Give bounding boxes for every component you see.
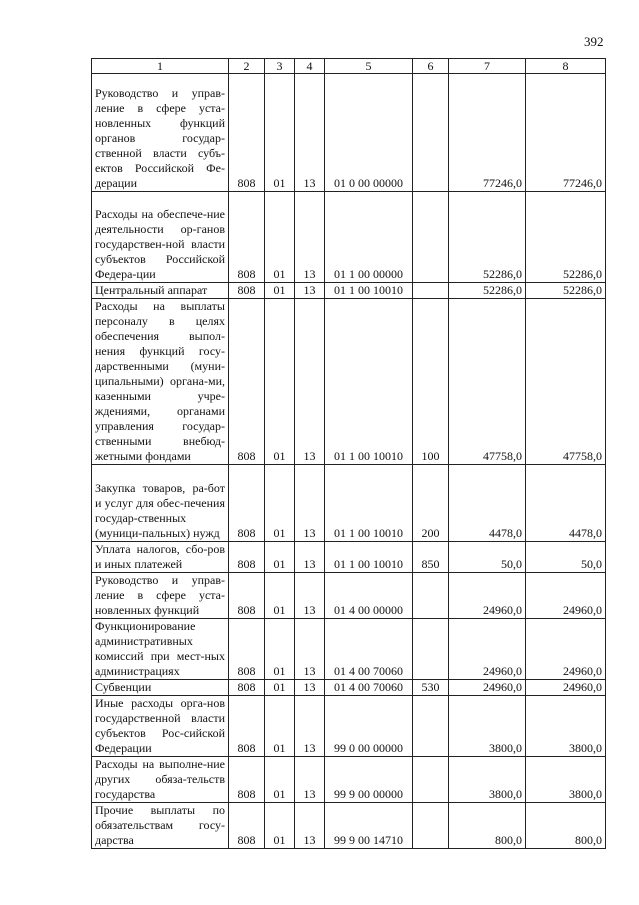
subsection-code: 13	[295, 680, 325, 696]
section-code: 01	[265, 680, 295, 696]
target-article-code: 01 4 00 00000	[325, 573, 413, 619]
amount-col8: 3800,0	[526, 696, 606, 757]
amount-col7: 3800,0	[449, 757, 526, 803]
table-row	[92, 192, 606, 283]
expense-type-code	[413, 573, 449, 619]
target-article-code: 99 9 00 14710	[325, 803, 413, 849]
column-header: 5	[325, 59, 413, 74]
expense-type-code	[413, 757, 449, 803]
table-row	[92, 74, 606, 192]
column-header: 1	[92, 59, 229, 74]
amount-col7: 3800,0	[449, 696, 526, 757]
expense-name: Расходы на выплаты персоналу в целях обеспечения выпол-нения функций госу-дарственными (муни-ципальными) органа-ми, казенными учре-ждениями, органами управления государ-ственными внебюд-жетными фондами	[92, 299, 229, 465]
ministry-code: 808	[229, 74, 265, 192]
amount-col7: 77246,0	[449, 74, 526, 192]
amount-col7: 4478,0	[449, 465, 526, 542]
section-code: 01	[265, 74, 295, 192]
column-header: 8	[526, 59, 606, 74]
expense-type-code	[413, 192, 449, 283]
expense-name: Функционирование административных комиссий при мест-ных администрациях	[92, 619, 229, 680]
expense-type-code	[413, 696, 449, 757]
section-code: 01	[265, 619, 295, 680]
table-row	[92, 573, 606, 619]
expense-type-code	[413, 803, 449, 849]
table-row	[92, 465, 606, 542]
subsection-code: 13	[295, 619, 325, 680]
ministry-code: 808	[229, 192, 265, 283]
amount-col7: 24960,0	[449, 619, 526, 680]
amount-col8: 800,0	[526, 803, 606, 849]
subsection-code: 13	[295, 465, 325, 542]
column-header: 2	[229, 59, 265, 74]
target-article-code: 01 1 00 10010	[325, 542, 413, 573]
ministry-code: 808	[229, 680, 265, 696]
expense-type-code	[413, 283, 449, 299]
expense-type-code	[413, 74, 449, 192]
ministry-code: 808	[229, 573, 265, 619]
subsection-code: 13	[295, 74, 325, 192]
amount-col8: 3800,0	[526, 757, 606, 803]
expense-name: Прочие выплаты по обязательствам госу-дарства	[92, 803, 229, 849]
table-row	[92, 696, 606, 757]
table-row	[92, 283, 606, 299]
section-code: 01	[265, 696, 295, 757]
target-article-code: 01 1 00 10010	[325, 299, 413, 465]
section-code: 01	[265, 299, 295, 465]
expense-type-code: 100	[413, 299, 449, 465]
ministry-code: 808	[229, 465, 265, 542]
amount-col7: 47758,0	[449, 299, 526, 465]
subsection-code: 13	[295, 573, 325, 619]
section-code: 01	[265, 192, 295, 283]
amount-col8: 50,0	[526, 542, 606, 573]
expense-name: Расходы на выполне-ние других обяза-тельств государства	[92, 757, 229, 803]
ministry-code: 808	[229, 757, 265, 803]
ministry-code: 808	[229, 696, 265, 757]
subsection-code: 13	[295, 542, 325, 573]
amount-col7: 24960,0	[449, 680, 526, 696]
subsection-code: 13	[295, 803, 325, 849]
subsection-code: 13	[295, 299, 325, 465]
budget-table	[91, 58, 606, 849]
section-code: 01	[265, 757, 295, 803]
subsection-code: 13	[295, 696, 325, 757]
expense-name: Субвенции	[92, 680, 229, 696]
subsection-code: 13	[295, 283, 325, 299]
column-header: 3	[265, 59, 295, 74]
expense-type-code: 200	[413, 465, 449, 542]
table-row	[92, 299, 606, 465]
target-article-code: 01 1 00 10010	[325, 465, 413, 542]
expense-name: Центральный аппарат	[92, 283, 229, 299]
target-article-code: 01 4 00 70060	[325, 619, 413, 680]
expense-name: Расходы на обеспече-ние деятельности ор-ганов государствен-ной власти субъектов Российской Федера-ции	[92, 192, 229, 283]
amount-col8: 4478,0	[526, 465, 606, 542]
target-article-code: 99 0 00 00000	[325, 696, 413, 757]
amount-col7: 52286,0	[449, 283, 526, 299]
expense-type-code	[413, 619, 449, 680]
column-header: 6	[413, 59, 449, 74]
subsection-code: 13	[295, 757, 325, 803]
subsection-code: 13	[295, 192, 325, 283]
section-code: 01	[265, 465, 295, 542]
amount-col7: 52286,0	[449, 192, 526, 283]
expense-type-code: 530	[413, 680, 449, 696]
amount-col8: 24960,0	[526, 573, 606, 619]
section-code: 01	[265, 803, 295, 849]
column-header: 7	[449, 59, 526, 74]
table-row	[92, 619, 606, 680]
expense-name: Уплата налогов, сбо-ров и иных платежей	[92, 542, 229, 573]
expense-name: Закупка товаров, ра-бот и услуг для обес-печения государ-ственных (муници-пальных) нужд	[92, 465, 229, 542]
expense-name: Руководство и управ-ление в сфере уста-новленных функций	[92, 573, 229, 619]
table-row	[92, 680, 606, 696]
amount-col8: 77246,0	[526, 74, 606, 192]
amount-col7: 800,0	[449, 803, 526, 849]
expense-type-code: 850	[413, 542, 449, 573]
expense-name: Иные расходы орга-нов государственной власти субъектов Рос-сийской Федерации	[92, 696, 229, 757]
amount-col8: 47758,0	[526, 299, 606, 465]
target-article-code: 01 1 00 10010	[325, 283, 413, 299]
amount-col8: 52286,0	[526, 283, 606, 299]
ministry-code: 808	[229, 542, 265, 573]
ministry-code: 808	[229, 803, 265, 849]
target-article-code: 01 0 00 00000	[325, 74, 413, 192]
table-row	[92, 803, 606, 849]
expense-name: Руководство и управ-ление в сфере уста-новленных функций органов государ-ственной власти субъ-ектов Российской Фе-дерации	[92, 74, 229, 192]
amount-col8: 52286,0	[526, 192, 606, 283]
column-header-row	[92, 59, 606, 74]
section-code: 01	[265, 542, 295, 573]
amount-col7: 50,0	[449, 542, 526, 573]
amount-col7: 24960,0	[449, 573, 526, 619]
section-code: 01	[265, 283, 295, 299]
page-number: 392	[584, 34, 604, 49]
table-row	[92, 542, 606, 573]
amount-col8: 24960,0	[526, 680, 606, 696]
table-row	[92, 757, 606, 803]
ministry-code: 808	[229, 283, 265, 299]
target-article-code: 01 1 00 00000	[325, 192, 413, 283]
ministry-code: 808	[229, 299, 265, 465]
target-article-code: 01 4 00 70060	[325, 680, 413, 696]
column-header: 4	[295, 59, 325, 74]
section-code: 01	[265, 573, 295, 619]
ministry-code: 808	[229, 619, 265, 680]
amount-col8: 24960,0	[526, 619, 606, 680]
target-article-code: 99 9 00 00000	[325, 757, 413, 803]
